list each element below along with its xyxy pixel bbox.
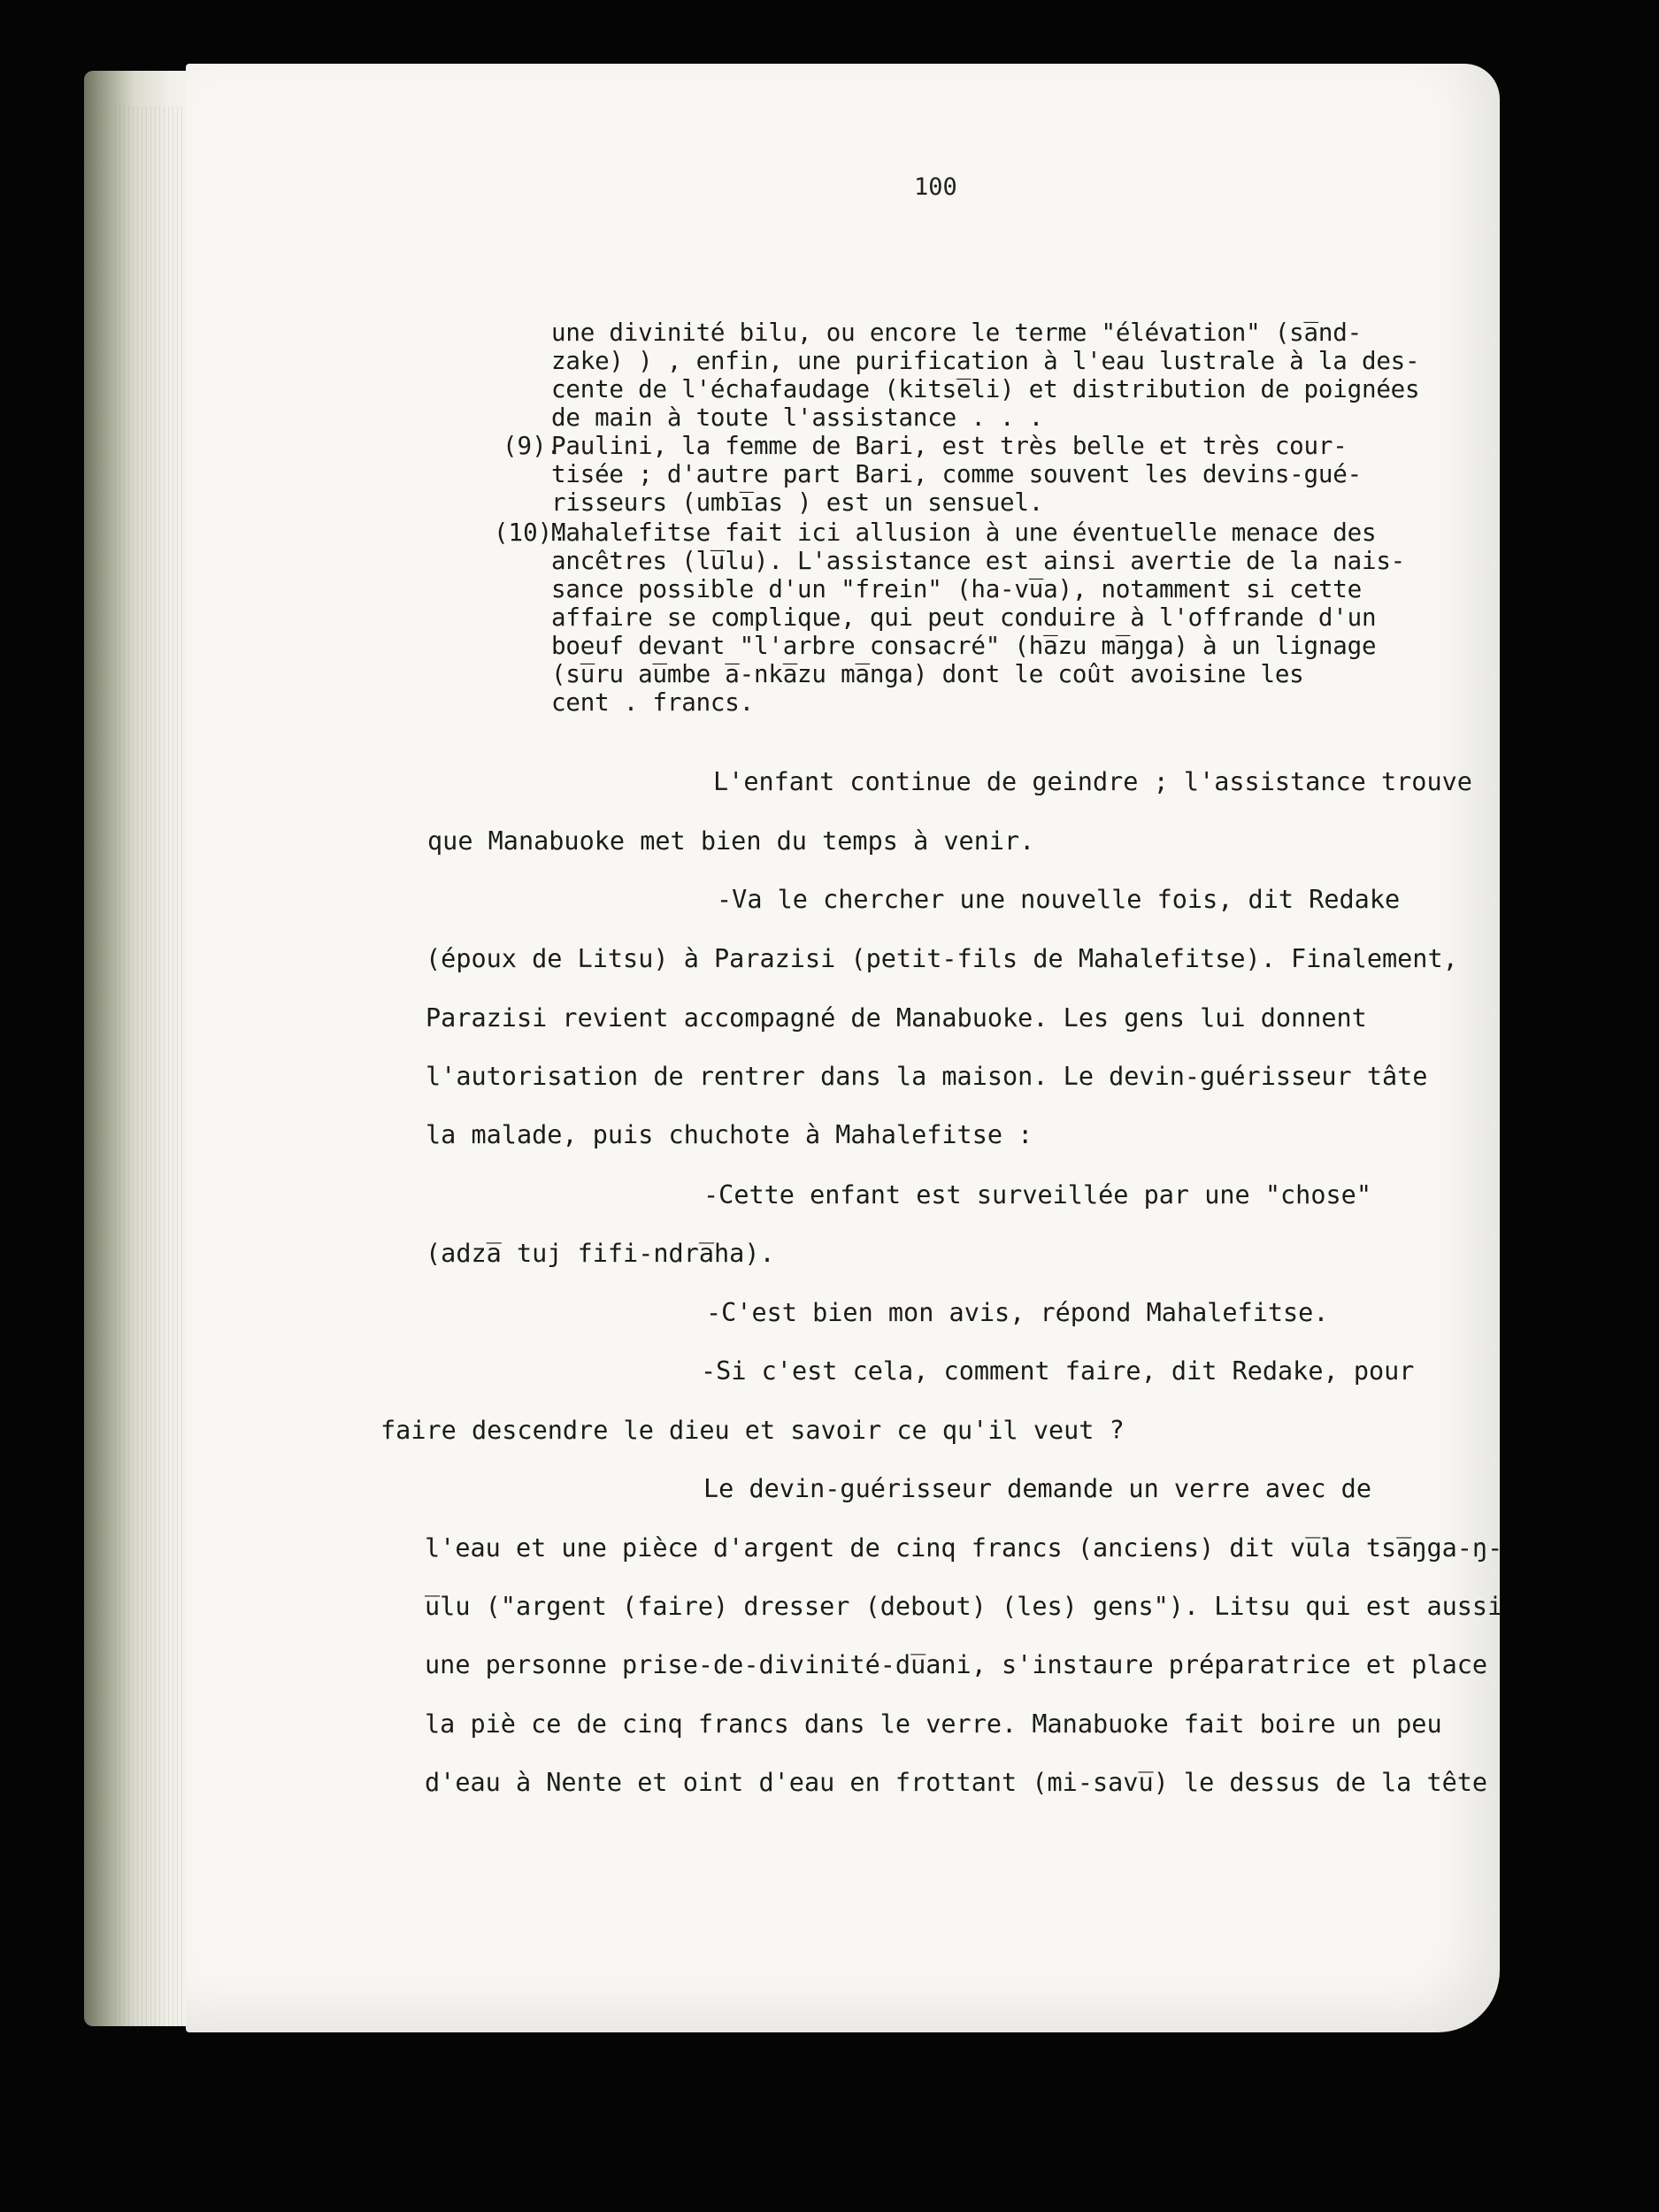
body-line: L'enfant continue de geindre ; l'assistance trouve xyxy=(713,767,1472,796)
body-line: -Va le chercher une nouvelle fois, dit Redake xyxy=(717,885,1401,914)
note-line: (su̅ru au̅mbe a̅-nka̅zu ma̅nga) dont le coût avoisine les xyxy=(551,660,1304,688)
book-page xyxy=(186,64,1503,2032)
note-line: Paulini, la femme de Bari, est très belle et très cour- xyxy=(551,432,1348,460)
note-line: ancêtres (lu̅lu). L'assistance est ainsi avertie de la nais- xyxy=(551,547,1406,575)
note-line: cent . francs. xyxy=(551,688,754,717)
body-line: u̅lu ("argent (faire) dresser (debout) (les) gens"). Litsu qui est aussi xyxy=(425,1592,1503,1621)
note-line: sance possible d'un "frein" (ha-vu̅a), notamment si cette xyxy=(551,575,1362,603)
note-line: affaire se complique, qui peut conduire à l'offrande d'un xyxy=(551,603,1377,632)
note-marker: (10). xyxy=(494,518,567,547)
body-line: la piè ce de cinq francs dans le verre. Manabuoke fait boire un peu xyxy=(425,1709,1442,1739)
body-line: faire descendre le dieu et savoir ce qu'il veut ? xyxy=(380,1416,1125,1445)
body-line: -C'est bien mon avis, répond Mahalefitse. xyxy=(706,1298,1329,1327)
body-line: l'autorisation de rentrer dans la maison. Le devin-guérisseur tâte xyxy=(426,1062,1428,1091)
body-line: Le devin-guérisseur demande un verre avec de xyxy=(703,1474,1371,1503)
body-line: (adza̅ tuj fifi-ndra̅ha). xyxy=(426,1239,775,1268)
page-number: 100 xyxy=(914,173,957,201)
note-line: zake) ) , enfin, une purification à l'eau lustrale à la des- xyxy=(551,347,1420,375)
note-marker: (9). xyxy=(503,432,562,460)
body-line: Parazisi revient accompagné de Manabuoke. Les gens lui donnent xyxy=(426,1003,1367,1033)
note-line: cente de l'échafaudage (kitse̅li) et distribution de poignées xyxy=(551,375,1420,403)
note-line: tisée ; d'autre part Bari, comme souvent les devins-gué- xyxy=(551,460,1362,488)
body-line: (époux de Litsu) à Parazisi (petit-fils de Mahalefitse). Finalement, xyxy=(426,944,1458,973)
body-line: d'eau à Nente et oint d'eau en frottant (mi-savu̅) le dessus de la tête xyxy=(425,1768,1488,1797)
body-line: que Manabuoke met bien du temps à venir. xyxy=(427,826,1035,856)
note-line: Mahalefitse fait ici allusion à une éventuelle menace des xyxy=(551,518,1377,547)
note-line: une divinité bilu, ou encore le terme "élévation" (sa̅nd- xyxy=(551,319,1362,347)
body-line: l'eau et une pièce d'argent de cinq francs (anciens) dit vu̅la tsa̅ŋga-ŋ- xyxy=(425,1533,1503,1563)
body-line: -Cette enfant est surveillée par une "chose" xyxy=(703,1180,1371,1210)
body-line: la malade, puis chuchote à Mahalefitse : xyxy=(426,1120,1033,1149)
body-line: -Si c'est cela, comment faire, dit Redake, pour xyxy=(701,1356,1415,1386)
note-line: risseurs (umbi̅as ) est un sensuel. xyxy=(551,488,1044,517)
body-line: une personne prise-de-divinité-du̅ani, s'instaure préparatrice et place xyxy=(425,1650,1488,1679)
note-line: boeuf devant "l'arbre consacré" (ha̅zu ma̅ŋga) à un lignage xyxy=(551,632,1377,660)
note-line: de main à toute l'assistance . . . xyxy=(551,403,1044,432)
